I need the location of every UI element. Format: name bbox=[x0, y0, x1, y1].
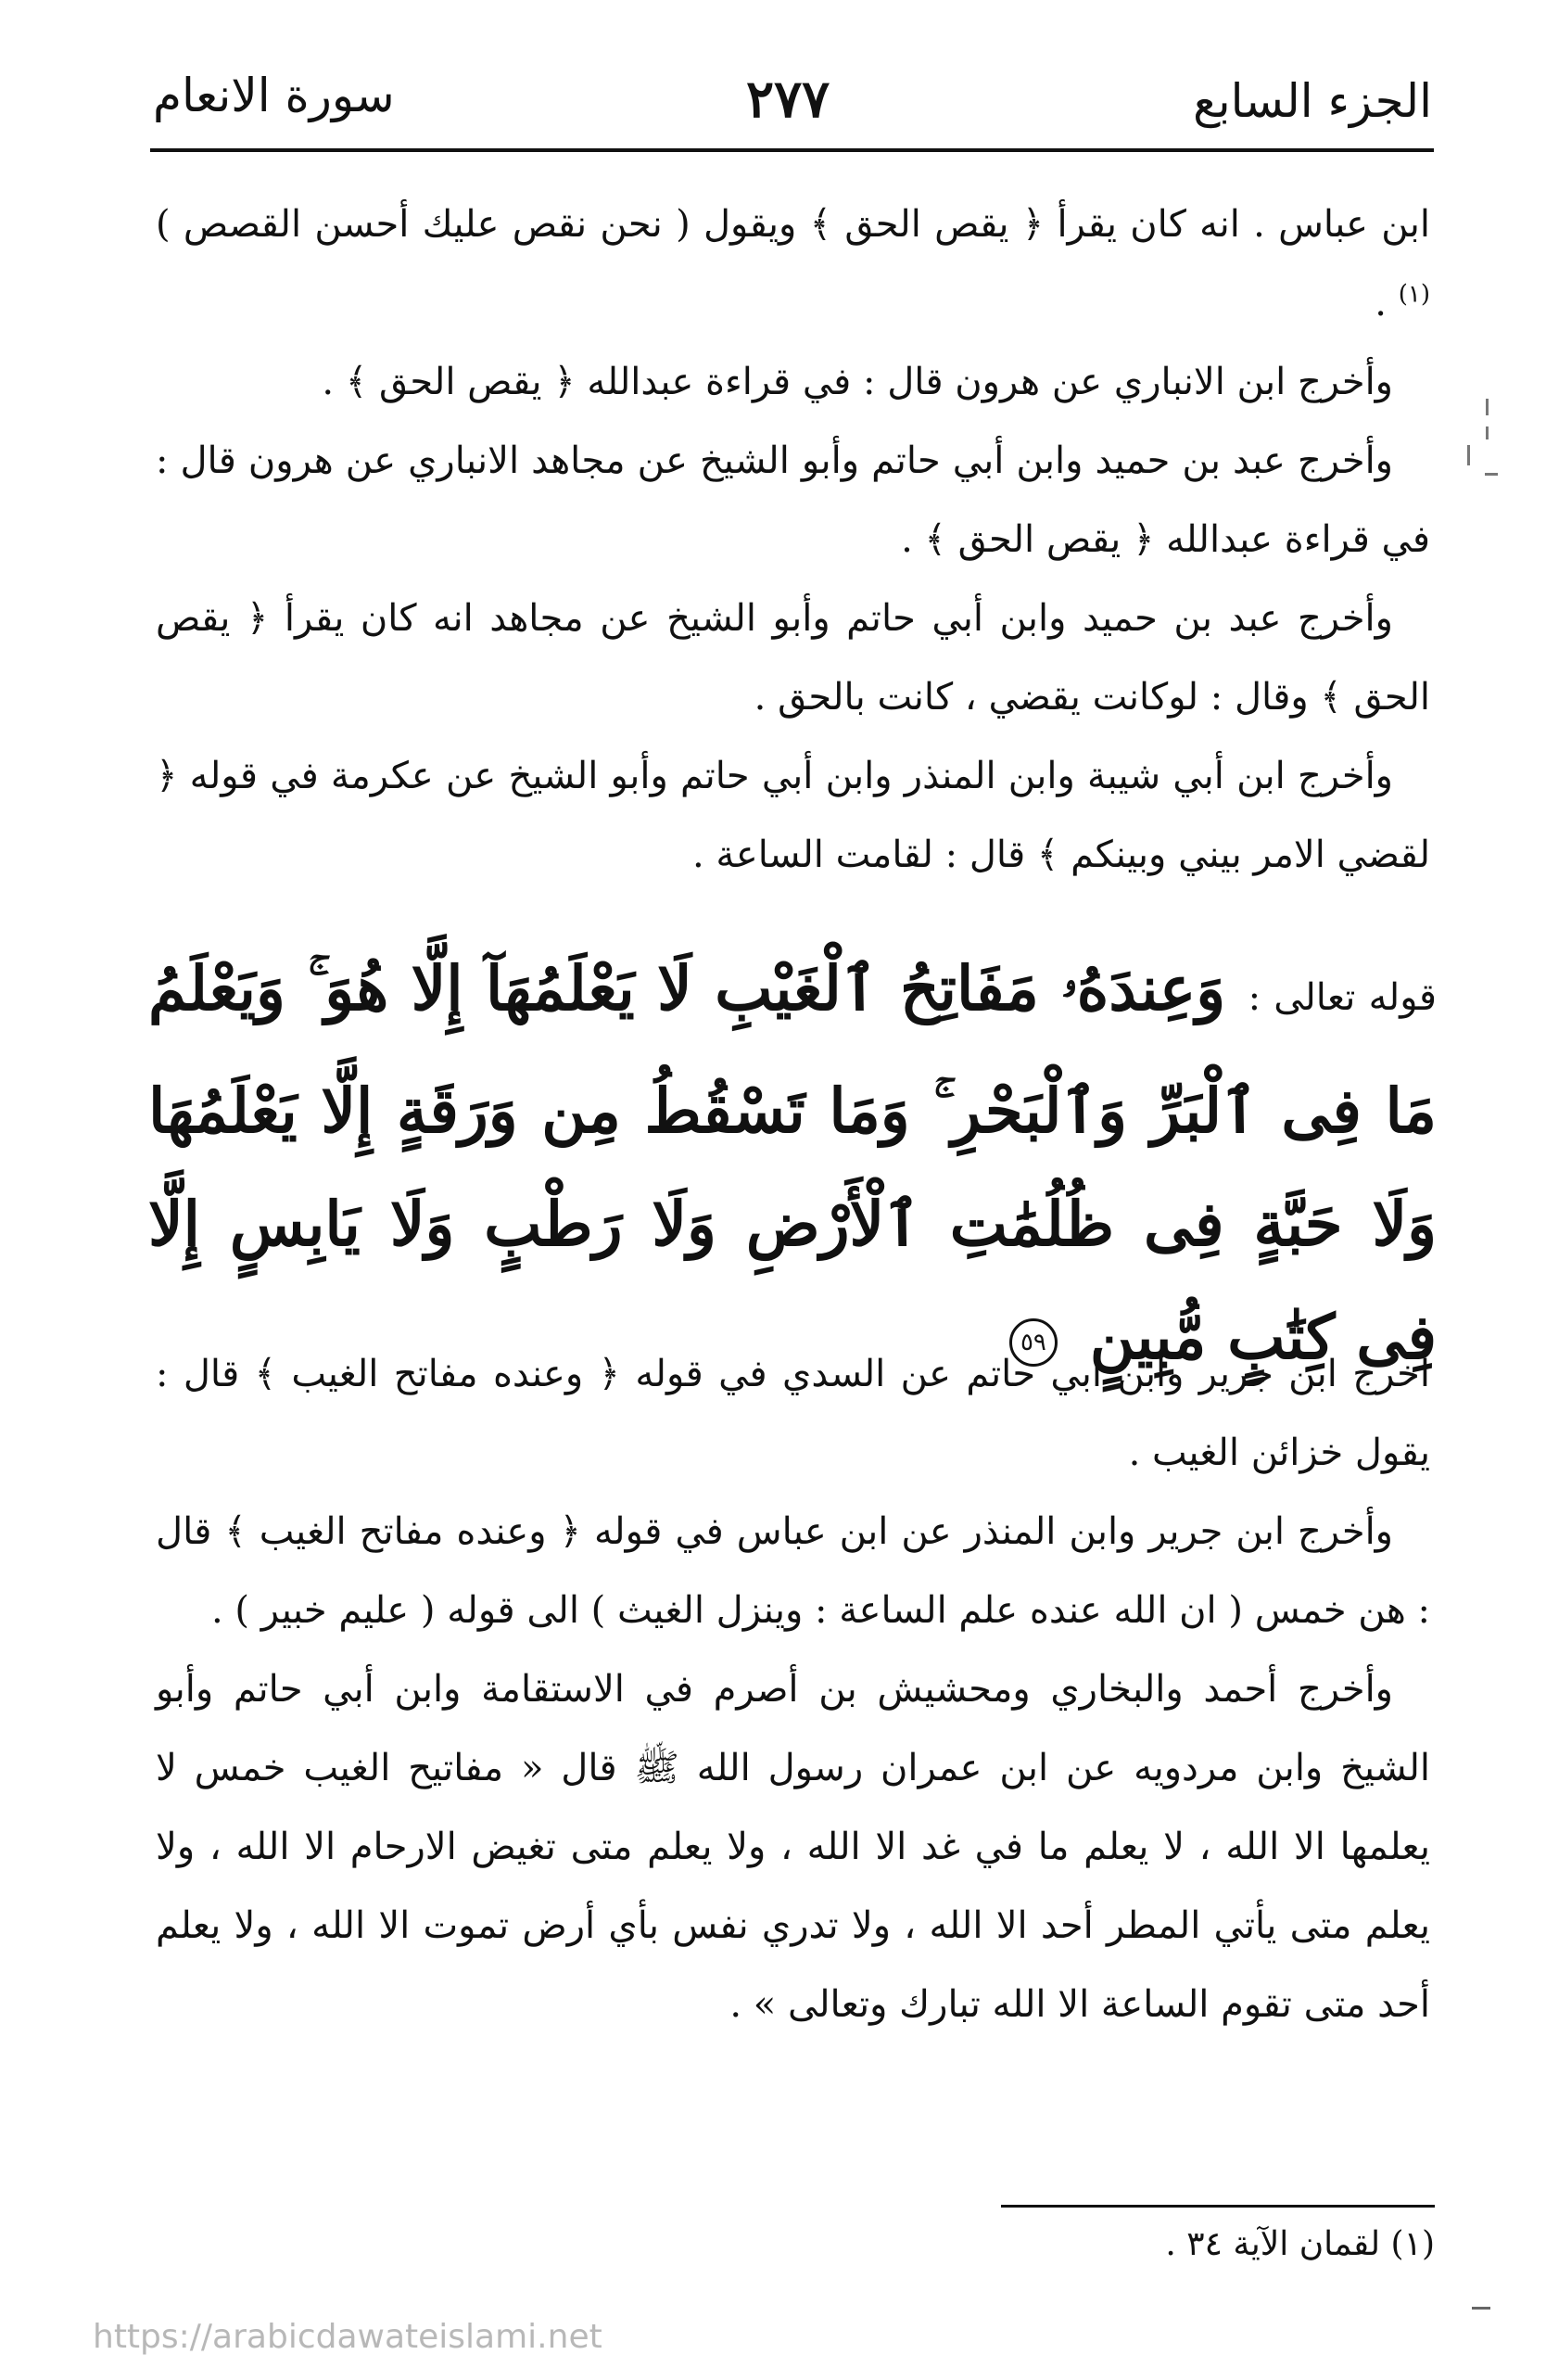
footnote: (١) لقمان الآية ٣٤ . bbox=[1165, 2225, 1435, 2263]
ayah-number-marker: ٥٩ bbox=[1009, 1318, 1058, 1367]
footnote-ref[interactable]: (١) bbox=[1398, 280, 1430, 309]
verse-lead: قوله تعالى : bbox=[1248, 976, 1437, 1019]
footnote-rule bbox=[1001, 2205, 1435, 2208]
paragraph: وأخرج أحمد والبخاري ومحشيش بن أصرم في الاستقامة وابن أبي حاتم وأبو الشيخ وابن مردويه عن ابن عمران رسول الله ﷺ قال « مفاتيح الغيب خمس لا يعلمها الا الله ، لا يعلم ما في غد الا الله ، ولا يعلم متى تغيض الارحام الا الله ، ولا يعلم متى يأتي المطر أحد الا الله ، ولا تدري نفس بأي أرض تموت الا الله ، ولا يعلم أحد متى تقوم الساعة الا الله تبارك وتعالى » . bbox=[156, 1668, 1430, 2026]
margin-scan-mark bbox=[1461, 399, 1498, 482]
paragraph: وأخرج عبد بن حميد وابن أبي حاتم وأبو الشيخ عن مجاهد الانباري عن هرون قال : في قراءة عبدالله ﴿ يقص الحق ﴾ . bbox=[156, 439, 1430, 561]
paragraph: وأخرج ابن أبي شيبة وابن المنذر وابن أبي حاتم وأبو الشيخ عن عكرمة في قوله ﴿ لقضي الامر بيني وبينكم ﴾ قال : لقامت الساعة . bbox=[156, 755, 1430, 876]
paragraph: وأخرج ابن جرير وابن المنذر عن ابن عباس في قوله ﴿ وعنده مفاتح الغيب ﴾ قال : هن خمس ( ان الله عنده علم الساعة : وينزل الغيث ) الى قوله ( عليم خبير ) . bbox=[156, 1510, 1430, 1632]
watermark-url: https://arabicdawateislami.net bbox=[93, 2318, 602, 2356]
page-number: ٢٧٧ bbox=[746, 69, 830, 130]
commentary-block-bottom bbox=[156, 1335, 1430, 2044]
paragraph: أخرج ابن جرير وابن أبي حاتم عن السدي في قوله ﴿ وعنده مفاتح الغيب ﴾ قال : يقول خزائن الغيب . bbox=[156, 1353, 1430, 1474]
edge-mark bbox=[1472, 2307, 1490, 2310]
quran-verse bbox=[148, 932, 1437, 1394]
verse-text: وَعِندَهُۥ مَفَاتِحُ ٱلْغَيْبِ لَا يَعْلَمُهَآ إِلَّا هُوَ ۚ وَيَعْلَمُ مَا فِى ٱلْبَرِّ وَٱلْبَحْرِ ۚ وَمَا تَسْقُطُ مِن وَرَقَةٍ إِلَّا يَعْلَمُهَا وَلَا حَبَّةٍ فِى ظُلُمَٰتِ ٱلْأَرْضِ وَلَا رَطْبٍ وَلَا يَابِسٍ إِلَّا فِى كِتَٰبٍ مُّبِينٍ bbox=[148, 952, 1437, 1373]
paragraph-text: ابن عباس . انه كان يقرأ ﴿ يقص الحق ﴾ ويقول ( نحن نقص عليك أحسن القصص ) bbox=[156, 203, 1430, 246]
header-rule bbox=[150, 148, 1434, 152]
commentary-block-top bbox=[156, 185, 1430, 895]
page-header bbox=[153, 57, 1432, 150]
paragraph: ابن عباس . انه كان يقرأ ﴿ يقص الحق ﴾ ويقول ( نحن نقص عليك أحسن القصص )$^{(١)}$ . bbox=[156, 203, 1430, 325]
paragraph: وأخرج عبد بن حميد وابن أبي حاتم وأبو الشيخ عن مجاهد انه كان يقرأ ﴿ يقص الحق ﴾ وقال : لوكانت يقضي ، كانت بالحق . bbox=[156, 597, 1430, 719]
surah-title: سورة الانعام bbox=[153, 69, 395, 122]
paragraph: وأخرج ابن الانباري عن هرون قال : في قراءة عبدالله ﴿ يقص الحق ﴾ . bbox=[322, 361, 1393, 403]
juz-title: الجزء السابع bbox=[1193, 74, 1432, 128]
